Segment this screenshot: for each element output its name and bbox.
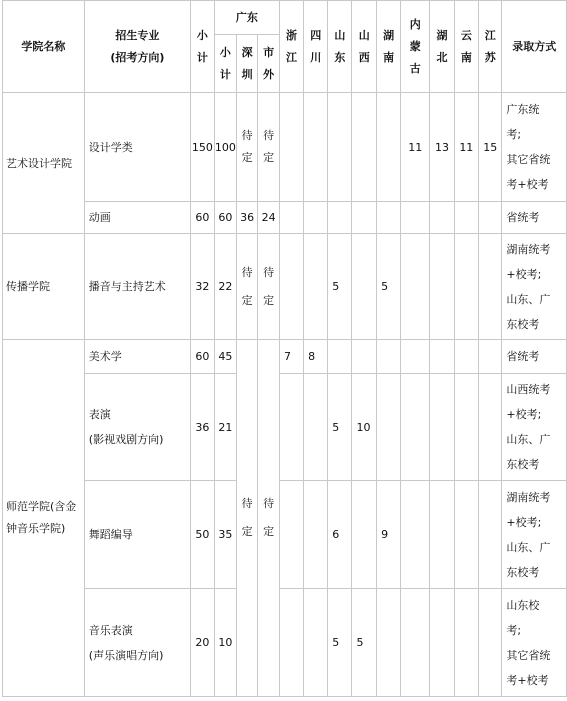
cell-shenzhen: 待 定 [236,234,258,340]
cell-gd-total: 45 [214,340,236,374]
cell-gd-total: 100 [214,93,236,202]
cell-jiangsu [479,481,502,589]
cell-sichuan [304,202,328,234]
cell-total: 60 [190,340,214,374]
cell-shanxi: 10 [352,374,377,481]
cell-neimenggu [401,481,430,589]
cell-sichuan [304,481,328,589]
header-jiangsu: 江 苏 [479,1,502,93]
header-subtotal: 小 计 [190,1,214,93]
cell-hubei [430,481,454,589]
header-gd-subtotal: 小 计 [214,35,236,93]
major-acting: 表演 (影视戏剧方向) [84,374,190,481]
cell-method: 湖南统考 +校考; 山东、广 东校考 [502,481,567,589]
cell-shenzhen: 待 定 [236,93,258,202]
cell-zhejiang [279,202,303,234]
cell-gd-total: 22 [214,234,236,340]
cell-hunan [377,93,401,202]
cell-zhejiang [279,481,303,589]
school-art-design: 艺术设计学院 [3,93,85,234]
cell-shenzhen: 36 [236,202,258,234]
cell-zhejiang [279,234,303,340]
header-neimenggu: 内 蒙 古 [401,1,430,93]
cell-method: 省统考 [502,202,567,234]
cell-zhejiang [279,374,303,481]
cell-yunnan [454,374,478,481]
header-method: 录取方式 [502,1,567,93]
cell-shanxi [352,93,377,202]
cell-hunan: 9 [377,481,401,589]
major-music: 音乐表演 (声乐演唱方向) [84,589,190,697]
cell-total: 60 [190,202,214,234]
cell-yunnan [454,202,478,234]
header-shandong: 山 东 [328,1,352,93]
header-school: 学院名称 [3,1,85,93]
cell-shanxi [352,340,377,374]
cell-yunnan [454,481,478,589]
cell-outside: 待 定 [258,93,280,202]
school-normal: 师范学院(含金 钟音乐学院) [3,340,85,697]
major-fine-arts: 美术学 [84,340,190,374]
cell-neimenggu [401,340,430,374]
cell-outside: 待 定 [258,234,280,340]
cell-shenzhen-merged: 待 定 [236,340,258,697]
cell-yunnan [454,340,478,374]
cell-shandong: 6 [328,481,352,589]
cell-jiangsu [479,340,502,374]
admissions-table [2,0,567,697]
cell-total: 50 [190,481,214,589]
cell-shandong [328,340,352,374]
major-animation: 动画 [84,202,190,234]
cell-neimenggu [401,374,430,481]
header-hunan: 湖 南 [377,1,401,93]
cell-gd-total: 21 [214,374,236,481]
cell-hunan: 5 [377,234,401,340]
cell-total: 20 [190,589,214,697]
cell-sichuan [304,234,328,340]
cell-zhejiang [279,589,303,697]
cell-outside: 24 [258,202,280,234]
cell-total: 36 [190,374,214,481]
cell-hubei: 13 [430,93,454,202]
cell-hubei [430,234,454,340]
cell-method: 山西统考 +校考; 山东、广 东校考 [502,374,567,481]
cell-total: 32 [190,234,214,340]
major-dance: 舞蹈编导 [84,481,190,589]
header-shenzhen: 深 圳 [236,35,258,93]
cell-hunan [377,374,401,481]
cell-sichuan [304,589,328,697]
header-guangdong: 广东 [214,1,279,35]
cell-total: 150 [190,93,214,202]
cell-neimenggu [401,589,430,697]
header-sichuan: 四 川 [304,1,328,93]
cell-neimenggu [401,234,430,340]
cell-jiangsu [479,589,502,697]
cell-jiangsu [479,374,502,481]
cell-hunan [377,589,401,697]
cell-yunnan: 11 [454,93,478,202]
cell-sichuan [304,374,328,481]
cell-sichuan: 8 [304,340,328,374]
cell-shanxi [352,202,377,234]
cell-shandong [328,202,352,234]
header-zhejiang: 浙 江 [279,1,303,93]
header-outside: 市 外 [258,35,280,93]
cell-jiangsu [479,202,502,234]
cell-gd-total: 10 [214,589,236,697]
cell-shandong: 5 [328,374,352,481]
cell-hunan [377,340,401,374]
school-media: 传播学院 [3,234,85,340]
major-design: 设计学类 [84,93,190,202]
cell-shandong [328,93,352,202]
header-major: 招生专业 (招考方向) [84,1,190,93]
cell-zhejiang: 7 [279,340,303,374]
header-yunnan: 云 南 [454,1,478,93]
cell-shanxi: 5 [352,589,377,697]
cell-jiangsu: 15 [479,93,502,202]
cell-outside-merged: 待 定 [258,340,280,697]
cell-gd-total: 60 [214,202,236,234]
cell-yunnan [454,589,478,697]
cell-method: 广东统 考; 其它省统 考+校考 [502,93,567,202]
cell-zhejiang [279,93,303,202]
major-broadcast: 播音与主持艺术 [84,234,190,340]
cell-method: 湖南统考 +校考; 山东、广 东校考 [502,234,567,340]
cell-neimenggu: 11 [401,93,430,202]
cell-shanxi [352,481,377,589]
cell-neimenggu [401,202,430,234]
cell-shandong: 5 [328,234,352,340]
cell-hubei [430,340,454,374]
cell-hubei [430,589,454,697]
cell-hunan [377,202,401,234]
cell-shanxi [352,234,377,340]
cell-yunnan [454,234,478,340]
cell-shandong: 5 [328,589,352,697]
cell-jiangsu [479,234,502,340]
cell-method: 省统考 [502,340,567,374]
cell-hubei [430,202,454,234]
cell-gd-total: 35 [214,481,236,589]
header-hubei: 湖 北 [430,1,454,93]
cell-sichuan [304,93,328,202]
cell-hubei [430,374,454,481]
header-shanxi: 山 西 [352,1,377,93]
cell-method: 山东校 考; 其它省统 考+校考 [502,589,567,697]
